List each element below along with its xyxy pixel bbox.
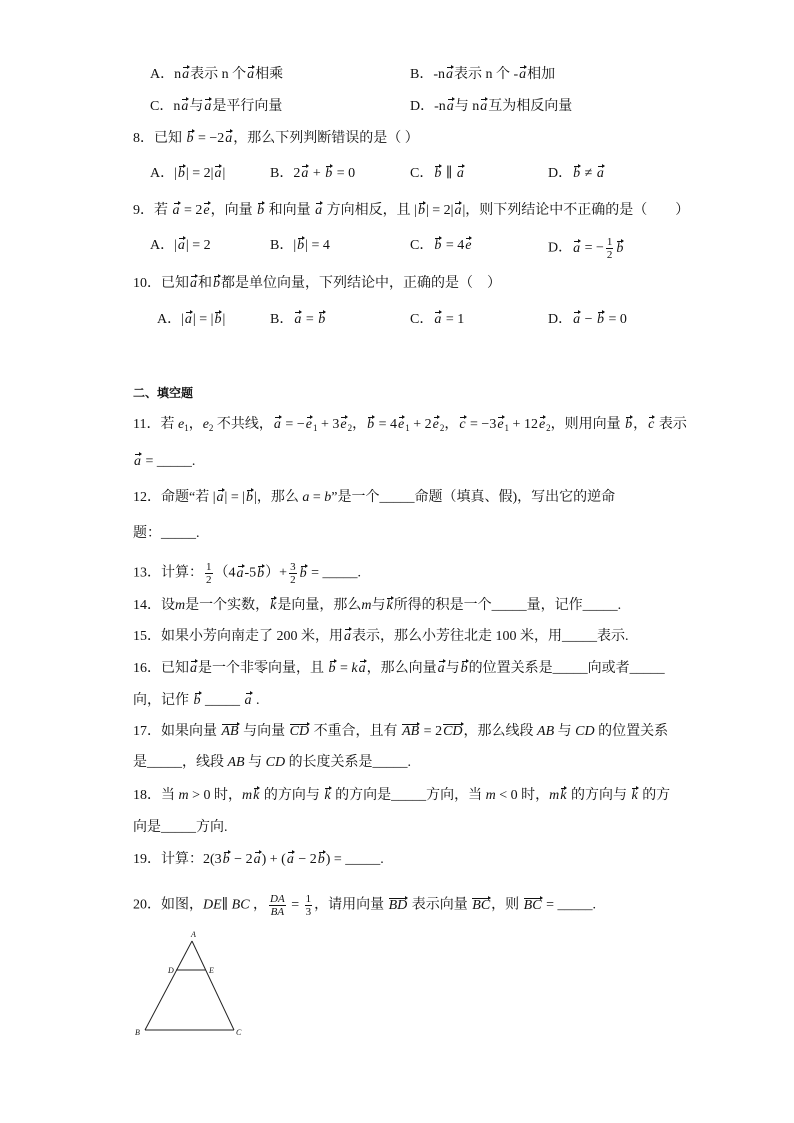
vector-symbol: a (445, 65, 454, 85)
text-run: = 4 (375, 417, 397, 432)
text-run: ， (352, 417, 367, 432)
text-run: | = 2| (425, 203, 454, 218)
q7-option-b (410, 65, 555, 85)
fraction (606, 236, 614, 261)
text-run: ∥ (442, 166, 456, 181)
text-run: 表示，那么小芳往北走 100 米，用_____表示. (352, 629, 629, 644)
fraction-numerator: 1 (606, 236, 613, 248)
vector-symbol: k (269, 596, 277, 616)
text-run: 的方向是_____方向，当 (331, 788, 486, 803)
text-run: 17．如果向量 (133, 724, 221, 739)
text-run: 题：_____. (133, 526, 200, 541)
vector-symbol: b (460, 659, 469, 679)
segment-ac (192, 941, 234, 1030)
fraction-denominator: 2 (290, 574, 296, 586)
text-run: 相乘 (255, 67, 284, 82)
text-run: = 1 (442, 312, 465, 327)
q8-option-c (410, 164, 465, 184)
text-run: ) = _____. (325, 852, 384, 867)
text-run: _____ (201, 693, 244, 708)
text-run: = − (281, 417, 305, 432)
text-run: = 0 (333, 166, 356, 181)
vector-symbol: a (293, 310, 302, 330)
text-run: = −2 (194, 131, 225, 146)
vector-symbol: k (252, 786, 260, 806)
text-run: 是向量，那么 (277, 598, 362, 613)
text-run: |，则下列结论中不正确的是（ ） (462, 203, 690, 218)
text-run: | (222, 312, 226, 327)
text-run: 与 n (454, 99, 480, 114)
vector-symbol: b (212, 274, 221, 294)
vector-symbol: a (246, 65, 255, 85)
vector-symbol: CD (442, 722, 463, 742)
vector-symbol: e (339, 415, 347, 435)
q11-line-1 (133, 415, 687, 435)
q9-option-c (410, 236, 472, 256)
q10-option-c (410, 310, 464, 330)
q8-option-b (270, 164, 355, 184)
q16-line-1 (133, 659, 665, 679)
text-run: + (309, 166, 325, 181)
q7-option-d (410, 97, 572, 117)
text-run: A．| (150, 238, 177, 253)
vector-symbol: a (453, 201, 462, 221)
math-variable: e (202, 417, 209, 432)
math-variable: k (351, 661, 358, 676)
fraction-denominator: 2 (206, 574, 212, 586)
text-run: = 2 (420, 724, 443, 739)
vector-symbol: a (180, 97, 189, 117)
subscript: 2 (439, 423, 445, 433)
q13-line-1 (133, 561, 361, 586)
text-run: 是一个实数， (185, 598, 270, 613)
vector-symbol: b (433, 164, 442, 184)
text-run: ∥ (221, 897, 232, 913)
text-run: 表示 n 个 (190, 67, 247, 82)
text-run: | = 2 (185, 238, 211, 253)
math-variable: CD (265, 755, 286, 770)
q18-line-1 (133, 786, 670, 806)
text-run: B．2 (270, 166, 301, 181)
text-run: = (302, 312, 318, 327)
text-run: ， (444, 417, 459, 432)
vector-symbol: AB (401, 722, 420, 742)
text-run: | = | (224, 490, 246, 505)
text-run: 不共线， (213, 417, 273, 432)
vector-symbol: b (572, 164, 581, 184)
text-run: 13．计算： (133, 565, 203, 581)
vector-symbol: a (213, 164, 222, 184)
math-variable: m (242, 788, 253, 803)
text-run: -5 (244, 565, 257, 581)
vector-symbol: e (496, 415, 504, 435)
text-run: − 2 (294, 852, 317, 867)
q17-line-1 (133, 722, 668, 742)
q9-option-a (150, 236, 211, 256)
vector-symbol: b (433, 236, 442, 256)
text-run: 表示 n 个 - (454, 67, 519, 82)
text-run: = _____. (307, 565, 361, 581)
text-run: ， (188, 417, 203, 432)
vector-symbol: a (172, 201, 181, 221)
vector-symbol: a (433, 310, 442, 330)
q9-stem (133, 201, 689, 221)
math-variable: b (324, 490, 332, 505)
fraction (289, 561, 297, 586)
text-run: D．-n (410, 99, 446, 114)
vector-symbol: k (630, 786, 638, 806)
q8-option-d (548, 164, 605, 184)
text-run: 15．如果小芳向南走了 200 米，用 (133, 629, 343, 644)
fraction (269, 893, 286, 918)
q12-line-1 (133, 488, 615, 508)
math-variable: DE (203, 897, 222, 913)
label-a: A (191, 930, 196, 939)
text-run: 和 (198, 276, 212, 291)
text-run: | = 4 (305, 238, 330, 253)
text-run: A．| (150, 166, 177, 181)
fraction-numerator: DA (270, 893, 285, 905)
text-run: 和向量 (265, 203, 315, 218)
math-variable: AB (537, 724, 555, 739)
text-run: C． (410, 238, 434, 253)
fraction-numerator: 3 (290, 561, 296, 573)
math-variable: AB (227, 755, 245, 770)
text-run: + 2 (409, 417, 432, 432)
math-variable: CD (575, 724, 595, 739)
text-run: 14．设 (133, 598, 175, 613)
text-run: D． (548, 166, 573, 181)
vector-symbol: b (366, 415, 375, 435)
text-run: ，向量 (210, 203, 257, 218)
fraction (205, 561, 213, 586)
text-run: 表示 (655, 417, 687, 432)
text-run: = 4 (442, 238, 465, 253)
q19-line-1 (133, 850, 384, 870)
vector-symbol: b (222, 850, 231, 870)
q18-line-2 (133, 818, 228, 838)
vector-symbol: AB (221, 722, 240, 742)
text-run: C．n (150, 99, 181, 114)
text-run: = 0 (605, 312, 627, 327)
vector-symbol: b (296, 236, 305, 256)
text-run: ”是一个_____命题（填真、假)，写出它的逆命 (331, 490, 616, 505)
vector-symbol: b (624, 415, 633, 435)
vector-symbol: a (216, 488, 225, 508)
label-e: E (209, 966, 214, 975)
text-run: | = 2| (185, 166, 214, 181)
subscript: 2 (208, 423, 214, 433)
text-run: D． (548, 312, 573, 327)
vector-symbol: a (184, 310, 193, 330)
vector-symbol: a (189, 274, 198, 294)
vector-symbol: e (397, 415, 405, 435)
vector-symbol: a (437, 659, 446, 679)
vector-symbol: b (299, 564, 308, 584)
text-run: − 2 (230, 852, 253, 867)
vector-symbol: b (417, 201, 426, 221)
fraction (305, 893, 313, 918)
text-run: （4 (214, 565, 236, 581)
vector-symbol: a (253, 850, 262, 870)
fraction-numerator: 1 (305, 893, 312, 905)
fraction-denominator: 2 (606, 249, 613, 261)
vector-symbol: e (432, 415, 440, 435)
label-b: B (135, 1028, 140, 1037)
q7-option-a (150, 65, 283, 85)
text-run: 与向量 (239, 724, 289, 739)
text-run: + 3 (317, 417, 340, 432)
label-c: C (236, 1028, 242, 1037)
q8-option-a (150, 164, 225, 184)
q20-line-1 (133, 893, 596, 918)
q17-line-2 (133, 753, 411, 773)
math-variable: m (549, 788, 560, 803)
vector-symbol: a (181, 65, 190, 85)
q10-option-d (548, 310, 627, 330)
text-run: | (222, 166, 226, 181)
text-run: ， (633, 417, 648, 432)
q10-option-b (270, 310, 326, 330)
vector-symbol: b (177, 164, 186, 184)
text-run: < 0 时， (495, 788, 550, 803)
text-run: D． (548, 240, 573, 256)
vector-symbol: e (202, 201, 210, 221)
vector-symbol: a (596, 164, 605, 184)
vector-symbol: a (358, 659, 367, 679)
vector-symbol: a (236, 564, 245, 584)
text-run: = _____. (142, 454, 196, 469)
text-run: ，请用向量 (314, 897, 388, 913)
text-run: 方向相反，且 | (323, 203, 417, 218)
text-run: C． (410, 312, 434, 327)
text-run: 是平行向量 (212, 99, 283, 114)
vector-symbol: a (456, 164, 465, 184)
text-run: ，那么线段 (463, 724, 538, 739)
text-run: 8．已知 (133, 131, 186, 146)
segment-ab (145, 941, 192, 1030)
text-run: + 12 (509, 417, 538, 432)
vector-symbol: b (245, 488, 254, 508)
text-run: B． (270, 312, 294, 327)
q8-stem (133, 129, 419, 149)
text-run: A．n (150, 67, 182, 82)
text-run: 的长度关系是_____. (285, 755, 412, 770)
text-run: ，那么向量 (366, 661, 437, 676)
text-run: > 0 时， (188, 788, 243, 803)
q9-option-b (270, 236, 330, 256)
vector-symbol: k (323, 786, 331, 806)
math-variable: e (177, 417, 185, 432)
text-run: 与 (371, 598, 386, 613)
math-variable: m (485, 788, 496, 803)
text-run: 的位置关系是_____向或者_____ (468, 661, 665, 676)
text-run: 是一个非零向量，且 (198, 661, 328, 676)
vector-symbol: a (244, 691, 253, 711)
text-run: 与 (445, 661, 460, 676)
text-run: = 2 (180, 203, 203, 218)
text-run: B．-n (410, 67, 445, 82)
subscript: 1 (405, 423, 410, 433)
text-run: 19．计算：2(3 (133, 852, 222, 867)
vector-symbol: b (193, 691, 202, 711)
text-run: 所得的积是一个_____量，记作_____. (393, 598, 622, 613)
text-run: ，则用向量 (550, 417, 625, 432)
text-run: 的方向与 (260, 788, 324, 803)
triangle-figure (130, 925, 260, 1040)
text-run: 的位置关系 (594, 724, 669, 739)
vector-symbol: BC (471, 896, 491, 916)
text-run: 与 (554, 724, 576, 739)
text-run: = − (581, 240, 604, 256)
math-variable: a (302, 490, 310, 505)
math-variable: m (178, 788, 189, 803)
vector-symbol: a (300, 164, 309, 184)
vector-symbol: a (572, 310, 581, 330)
vector-symbol: a (479, 97, 488, 117)
vector-symbol: a (133, 452, 142, 472)
vector-symbol: b (615, 239, 624, 259)
q12-line-2 (133, 524, 200, 544)
text-run: 向，记作 (133, 693, 193, 708)
math-variable: BC (231, 897, 250, 913)
vector-symbol: k (559, 786, 567, 806)
q11-line-2 (133, 452, 195, 472)
text-run: ， (249, 897, 268, 913)
vector-symbol: b (317, 850, 326, 870)
q10-stem (133, 274, 501, 294)
vector-symbol: k (385, 596, 393, 616)
subscript: 1 (184, 423, 189, 433)
text-run: A．| (157, 312, 184, 327)
text-run: 20．如图， (133, 897, 203, 913)
fraction-numerator: 1 (206, 561, 212, 573)
text-run: ，那么下列判断错误的是（ ） (233, 131, 419, 146)
text-run: 互为相反向量 (488, 99, 573, 114)
subscript: 1 (504, 423, 510, 433)
vector-symbol: b (328, 659, 337, 679)
text-run: 12．命题“若 | (133, 490, 216, 505)
vector-symbol: CD (289, 722, 310, 742)
math-variable: m (175, 598, 186, 613)
q15-line-1 (133, 627, 629, 647)
vector-symbol: c (647, 415, 655, 435)
vector-symbol: e (464, 236, 472, 256)
text-run: ≠ (581, 166, 596, 181)
vector-symbol: b (186, 129, 195, 149)
vector-symbol: b (213, 310, 222, 330)
q9-option-d (548, 236, 624, 261)
vector-symbol: b (256, 564, 265, 584)
text-run: 与 (189, 99, 204, 114)
section-heading-fill-in: 二、填空题 (133, 386, 194, 400)
vector-symbol: a (203, 97, 212, 117)
text-run: 9．若 (133, 203, 172, 218)
text-run: 不重合，且有 (310, 724, 402, 739)
text-run: ）+ (265, 565, 288, 581)
vector-symbol: BD (388, 896, 409, 916)
text-run: ) + ( (261, 852, 286, 867)
fraction-denominator: 3 (305, 906, 312, 918)
text-run: |，那么 (254, 490, 303, 505)
fraction-denominator: BA (270, 906, 285, 918)
text-run: 11．若 (133, 417, 178, 432)
vector-symbol: a (189, 659, 198, 679)
text-run: 的方向与 (567, 788, 631, 803)
text-run: = (287, 897, 303, 913)
vector-symbol: e (305, 415, 313, 435)
text-run: 10．已知 (133, 276, 189, 291)
vector-symbol: b (317, 310, 326, 330)
vector-symbol: a (273, 415, 282, 435)
vector-symbol: a (446, 97, 455, 117)
text-run: 表示向量 (408, 897, 472, 913)
vector-symbol: a (286, 850, 295, 870)
q16-line-2 (133, 691, 260, 711)
text-run: − (581, 312, 597, 327)
text-run: 是_____，线段 (133, 755, 228, 770)
text-run: = _____. (542, 897, 596, 913)
vector-symbol: b (324, 164, 333, 184)
text-run: ，则 (491, 897, 523, 913)
subscript: 2 (546, 423, 551, 433)
vector-symbol: a (572, 239, 581, 259)
text-run: = (309, 490, 325, 505)
subscript: 2 (347, 423, 353, 433)
text-run: 都是单位向量，下列结论中，正确的是（ ） (221, 276, 501, 291)
vector-symbol: a (518, 65, 527, 85)
vector-symbol: c (458, 415, 466, 435)
text-run: 16．已知 (133, 661, 189, 676)
math-variable: m (361, 598, 372, 613)
text-run: B．| (270, 238, 297, 253)
q14-line-1 (133, 596, 621, 616)
vector-symbol: b (596, 310, 605, 330)
text-run: = −3 (466, 417, 497, 432)
text-run: 18．当 (133, 788, 179, 803)
vector-symbol: a (343, 627, 352, 647)
vector-symbol: BC (523, 896, 543, 916)
label-d: D (168, 966, 174, 975)
text-run: . (252, 693, 260, 708)
text-run: 相加 (527, 67, 556, 82)
text-run: = (336, 661, 352, 676)
text-run: | = | (192, 312, 214, 327)
text-run: 的方 (638, 788, 671, 803)
text-run: 向是_____方向. (133, 820, 228, 835)
vector-symbol: a (224, 129, 233, 149)
text-run: 与 (244, 755, 266, 770)
text-run: C． (410, 166, 434, 181)
subscript: 1 (312, 423, 318, 433)
q7-option-c (150, 97, 282, 117)
vector-symbol: a (177, 236, 186, 256)
vector-symbol: a (314, 201, 323, 221)
q10-option-a (157, 310, 225, 330)
vector-symbol: b (256, 201, 265, 221)
vector-symbol: e (538, 415, 546, 435)
